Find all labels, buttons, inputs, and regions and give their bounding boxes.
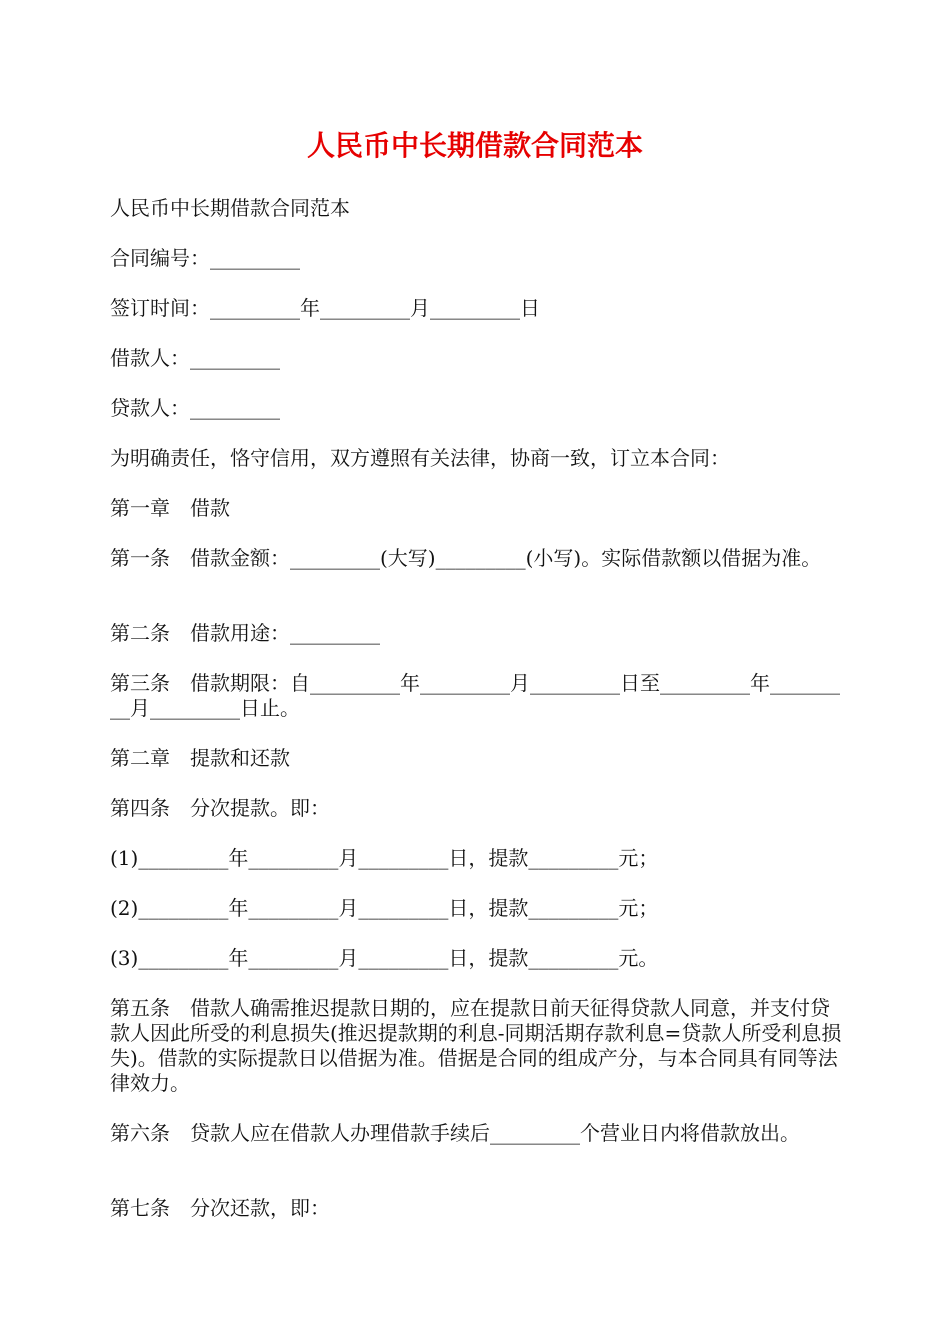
chapter-2-heading: 第二章 提款和还款 (110, 746, 290, 770)
article-7: 第七条 分次还款，即： (110, 1196, 330, 1220)
article-3: 第三条 借款期限：自_________年_________月_________日至_________年_________月_________日止。 (110, 671, 840, 720)
chapter-1-heading: 第一章 借款 (110, 496, 230, 520)
paragraph-subtitle: 人民币中长期借款合同范本 (110, 196, 350, 220)
article-1: 第一条 借款金额：_________(大写)_________(小写)。实际借款额以借据为准。 (110, 546, 822, 570)
withdrawal-item-2: (2)_________年_________月_________日，提款_________元； (110, 896, 659, 920)
paragraph-contract-number: 合同编号：_________ (110, 246, 300, 270)
withdrawal-item-3: (3)_________年_________月_________日，提款_________元。 (110, 946, 659, 970)
paragraph-signing-date: 签订时间：_________年_________月_________日 (110, 296, 540, 320)
withdrawal-item-1: (1)_________年_________月_________日，提款_________元； (110, 846, 659, 870)
document-title: 人民币中长期借款合同范本 (306, 129, 643, 162)
paragraph-borrower: 借款人：_________ (110, 346, 280, 370)
article-2: 第二条 借款用途：_________ (110, 621, 380, 645)
paragraph-lender: 贷款人：_________ (110, 396, 280, 420)
article-6: 第六条 贷款人应在借款人办理借款手续后_________个营业日内将借款放出。 (110, 1121, 800, 1145)
article-4: 第四条 分次提款。即： (110, 796, 330, 820)
article-5: 第五条 借款人确需推迟提款日期的，应在提款日前天征得贷款人同意，并支付贷款人因此所受的利息损失(推迟提款期的利息-同期活期存款利息=贷款人所受利息损失)。借款的实际提款日以借据为准。借据是合同的组成产分，与本合同具有同等法律效力。 (110, 996, 842, 1095)
paragraph-preamble: 为明确责任，恪守信用，双方遵照有关法律，协商一致，订立本合同： (110, 446, 730, 470)
